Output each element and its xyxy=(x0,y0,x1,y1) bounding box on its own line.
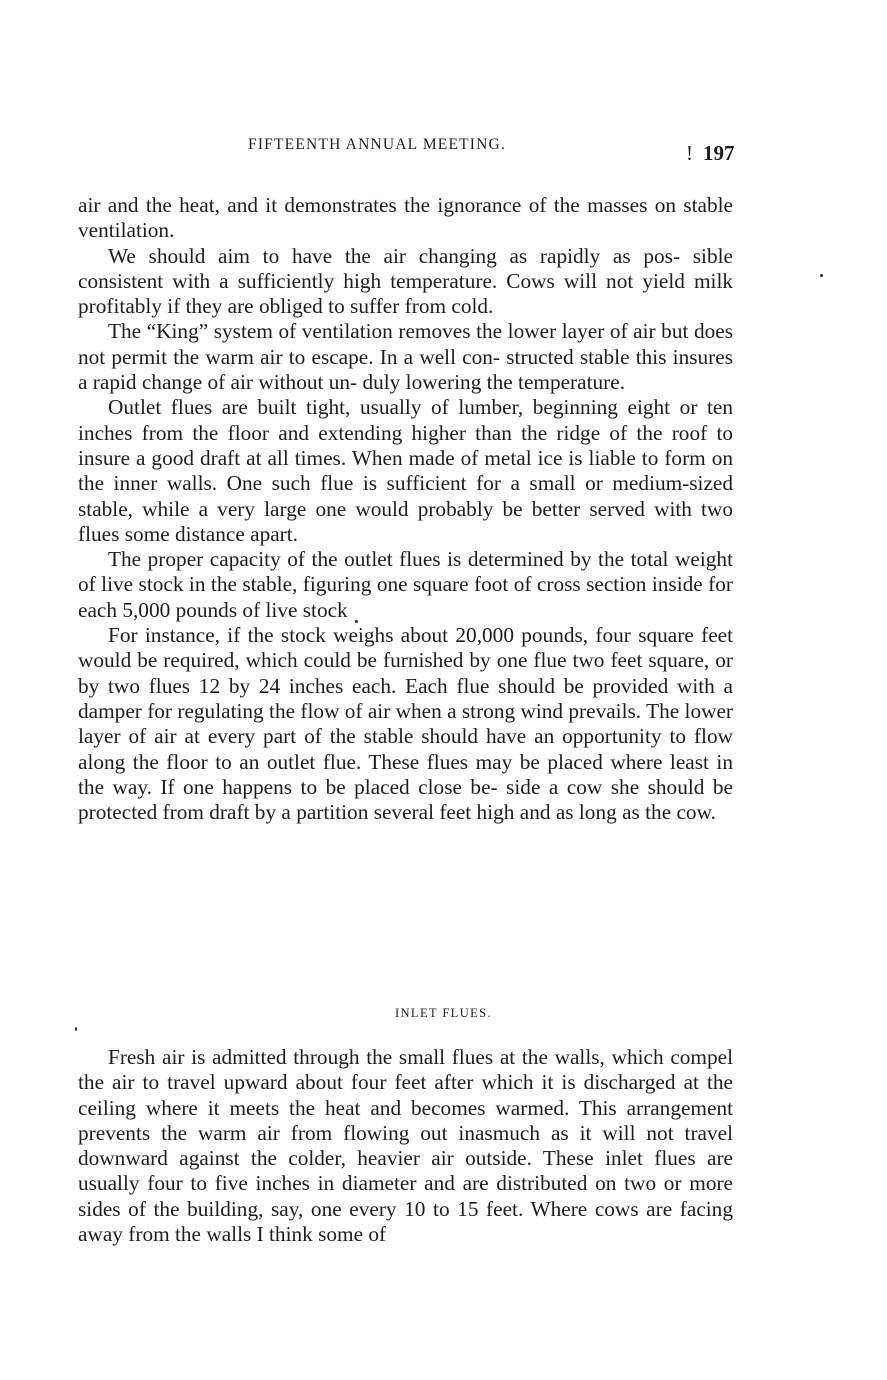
section-body-text xyxy=(78,1045,733,1247)
print-speck xyxy=(75,1027,77,1031)
text-line: structed stable this insures a rapid change of air without un- xyxy=(78,344,734,395)
text-line: such flue is sufficient for a small or medium-sized stable, while xyxy=(78,471,734,521)
paragraph xyxy=(78,623,733,825)
page-number-area xyxy=(686,141,735,166)
text-line: sible consistent with a sufficiently high temperature. Cows xyxy=(78,243,733,293)
paragraph xyxy=(78,244,733,320)
text-line: The “King” system of ventilation removes the lower layer of xyxy=(108,319,628,344)
text-line: total weight of live stock in the stable, figuring one square foot xyxy=(78,547,733,597)
text-line: several feet high and as long as the cow. xyxy=(373,800,716,825)
text-line: a very large one would probably be better served with two flues xyxy=(78,496,734,546)
text-line: We should aim to have the air changing as rapidly as pos- xyxy=(108,243,681,268)
running-title: FIFTEENTH ANNUAL MEETING. xyxy=(248,136,507,153)
text-line: one flue two feet square, or by two flues 12 by 24 inches each. xyxy=(78,648,733,698)
section-heading: INLET FLUES. xyxy=(394,1006,493,1020)
text-line: will not yield milk profitably if they are obliged to suffer from xyxy=(78,268,734,319)
text-line: air at every part of the stable should have an opportunity to xyxy=(154,724,687,749)
text-line: which compel the air to travel upward about four feet after xyxy=(78,1045,733,1095)
print-speck xyxy=(820,274,823,277)
text-line: made of metal ice is liable to form on the inner walls. One xyxy=(78,445,733,496)
text-line: The proper capacity of the outlet flues is determined by the xyxy=(108,547,625,572)
text-line: two or more sides of the building, say, one every 10 to 15 feet. xyxy=(78,1171,734,1221)
page-number: 197 xyxy=(703,141,735,165)
text-line: air from flowing out inasmuch as it will not travel downward xyxy=(78,1120,734,1171)
text-line: some distance apart. xyxy=(124,521,299,546)
paragraph xyxy=(78,1045,733,1247)
text-line: Fresh air is admitted through the small flues at the walls, xyxy=(108,1045,605,1069)
text-line: Outlet flues are built tight, usually of lumber, beginning xyxy=(108,395,618,420)
text-line: air and the heat, and it demonstrates the ignorance of the xyxy=(78,193,580,217)
text-line: which it is discharged at the ceiling where it meets the heat xyxy=(78,1070,733,1120)
print-speck xyxy=(355,620,358,623)
paragraph xyxy=(78,395,733,547)
text-line: flow along the floor to an outlet flue. These flues may be placed xyxy=(78,724,733,774)
paragraph xyxy=(78,547,733,623)
text-line: masses on stable ventilation. xyxy=(78,193,733,243)
text-line: and becomes warmed. This arrangement prevents the warm xyxy=(78,1095,734,1145)
text-line: the ridge of the roof to insure a good draft at all times. When xyxy=(78,420,734,470)
text-line: air but does not permit the warm air to escape. In a well con- xyxy=(78,319,733,369)
text-line: side a cow she should be protected from draft by a partition xyxy=(78,774,733,825)
text-line: usually four to five inches in diameter and are distributed on xyxy=(78,1171,617,1196)
text-line: For instance, if the stock weighs about 20,000 pounds, four xyxy=(108,623,631,648)
text-line: square feet would be required, which could be furnished by xyxy=(78,623,734,673)
paragraph xyxy=(78,319,733,395)
text-line: flow of air when a strong wind prevails. The lower layer of xyxy=(78,698,734,749)
text-line: cold. xyxy=(451,294,494,319)
page-mark: ! xyxy=(686,141,693,165)
text-line: duly lowering the temperature. xyxy=(362,370,626,395)
text-line: Where cows are facing away from the walls I think some of xyxy=(78,1196,733,1247)
paragraph xyxy=(78,193,733,244)
text-line: where least in the way. If one happens to be placed close be- xyxy=(78,749,733,799)
text-line: against the colder, heavier air outside. These inlet flues are xyxy=(179,1146,734,1171)
body-text xyxy=(78,193,733,825)
text-line: Each flue should be provided with a damper for regulating the xyxy=(78,673,733,723)
text-line: of cross section inside for each 5,000 pounds of live stock xyxy=(78,572,733,622)
text-line: eight or ten inches from the floor and extending higher than xyxy=(78,395,734,445)
